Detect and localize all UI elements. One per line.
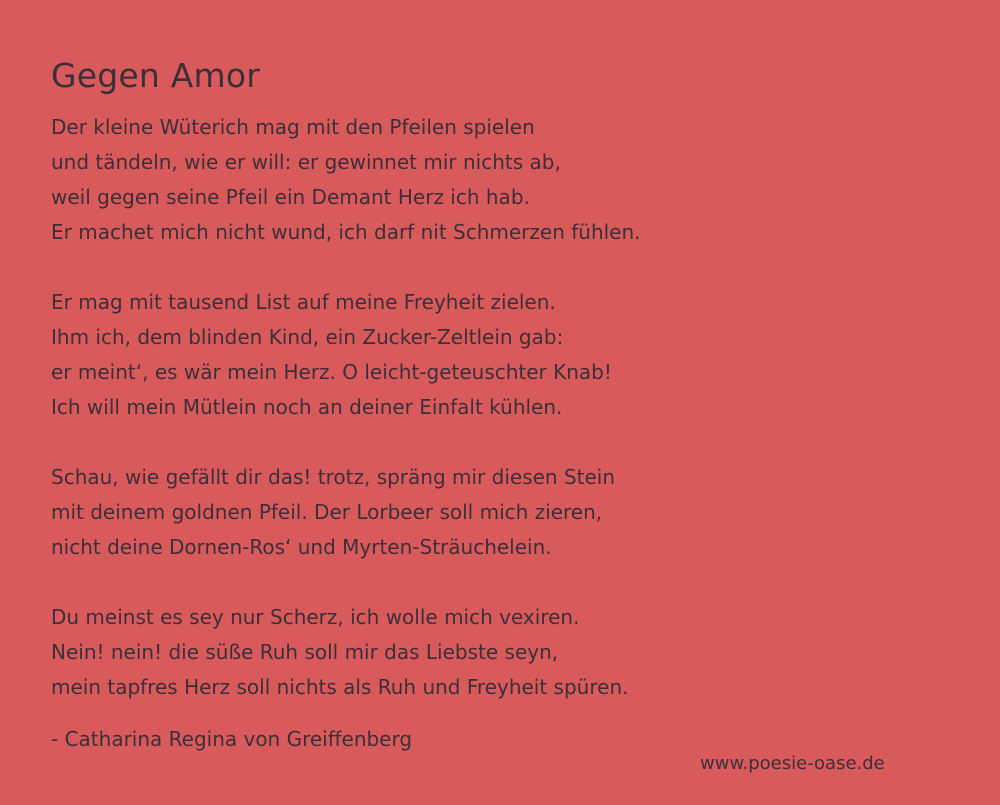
poem-line: Er mag mit tausend List auf meine Freyheit zielen. — [51, 290, 556, 314]
poem-line: Der kleine Wüterich mag mit den Pfeilen spielen — [51, 115, 535, 139]
poem-line: Ich will mein Mütlein noch an deiner Einfalt kühlen. — [51, 395, 563, 419]
poem-stanza — [51, 285, 612, 425]
poem-line: Schau, wie gefällt dir das! trotz, spräng mir diesen Stein — [51, 465, 616, 489]
poem-line: Nein! nein! die süße Ruh soll mir das Liebste seyn, — [51, 640, 559, 664]
poem-line: er meint‘, es wär mein Herz. O leicht-geteuschter Knab! — [51, 360, 612, 384]
poem-line: und tändeln, wie er will: er gewinnet mir nichts ab, — [51, 150, 561, 174]
poem-title: Gegen Amor — [51, 56, 261, 95]
website-url: www.poesie-oase.de — [700, 753, 885, 774]
poem-line: Er machet mich nicht wund, ich darf nit Schmerzen fühlen. — [51, 220, 641, 244]
poem-line: mein tapfres Herz soll nichts als Ruh und Freyheit spüren. — [51, 675, 629, 699]
poem-line: Ihm ich, dem blinden Kind, ein Zucker-Zeltlein gab: — [51, 325, 564, 349]
poem-line: mit deinem goldnen Pfeil. Der Lorbeer soll mich zieren, — [51, 500, 603, 524]
poem-stanza — [51, 600, 628, 705]
poem-author: - Catharina Regina von Greiffenberg — [51, 727, 413, 751]
poem-stanza — [51, 110, 641, 250]
poem-line: Du meinst es sey nur Scherz, ich wolle mich vexiren. — [51, 605, 580, 629]
poem-stanza — [51, 460, 615, 565]
poem-line: nicht deine Dornen-Ros‘ und Myrten-Sträuchelein. — [51, 535, 552, 559]
poem-line: weil gegen seine Pfeil ein Demant Herz ich hab. — [51, 185, 530, 209]
